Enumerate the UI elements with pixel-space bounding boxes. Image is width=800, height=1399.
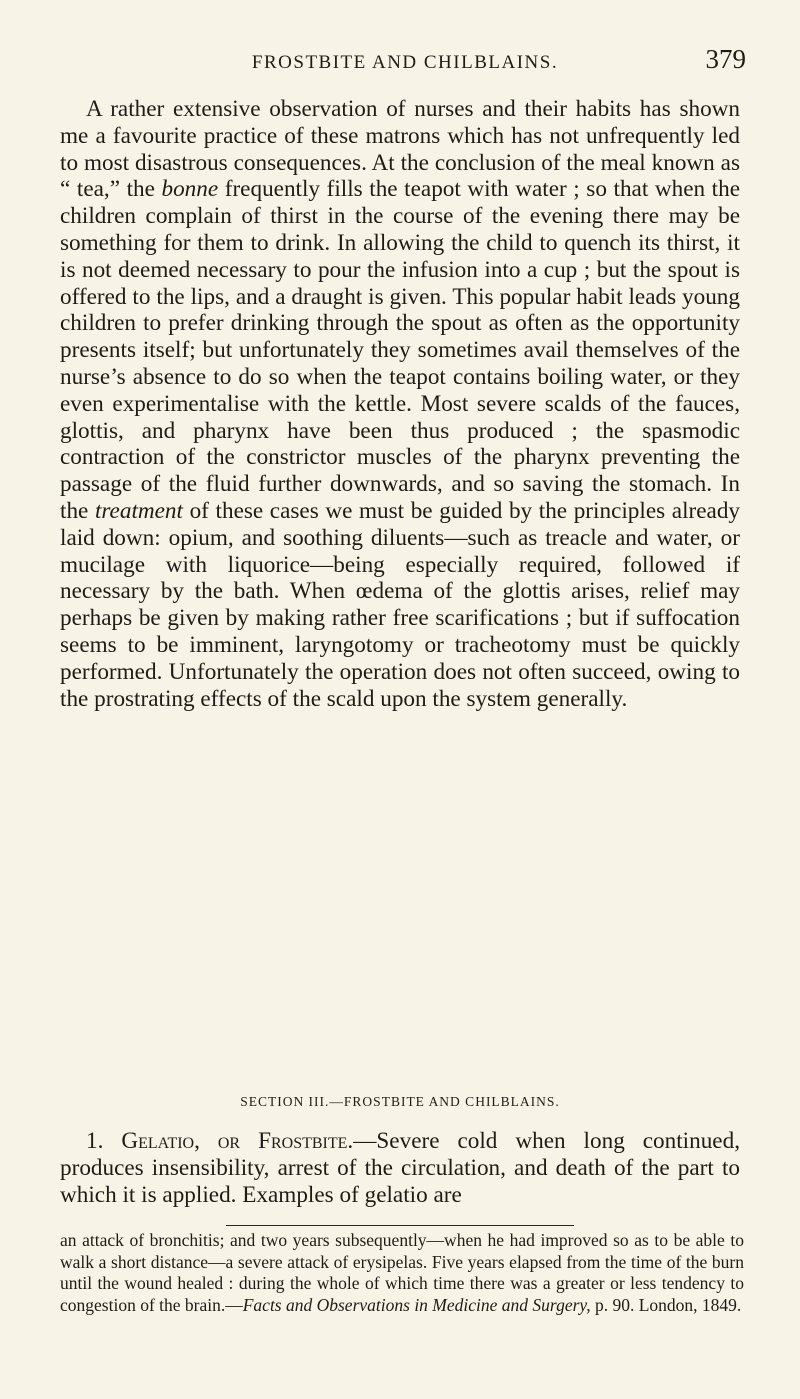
italic-term-bonne: bonne <box>161 176 219 203</box>
section-heading: SECTION III.—FROSTBITE AND CHILBLAINS. <box>240 1094 560 1109</box>
item-title: Gelatio, or Frostbite. <box>121 1128 354 1154</box>
italic-term-treatment: treatment <box>94 497 183 524</box>
footnote <box>60 1230 744 1316</box>
footnote-rule <box>226 1225 574 1226</box>
page-number: 379 <box>705 44 746 74</box>
text-run: of these cases we must be guided by the principles already laid down: opium, and soothing diluents—such as treacle and water, or mucilage with liquorice—being especially required, followed if necessary by the bath. When œdema of the glottis arises, relief may perhaps be given by making rather free scarifications ; but if suffocation seems to be imminent, laryngotomy or tracheotomy must be quickly performed. Unfortunately the operation does not often succeed, owing to the prostrating effects of the scald upon the system generally. <box>60 497 741 712</box>
item-number: 1. <box>86 1128 104 1154</box>
page-header <box>60 44 750 84</box>
item-text: —Severe cold when long continued, produces insensibility, arrest of the circulation, and death of the part to which it is applied. Examples of gelatio are <box>60 1128 740 1208</box>
body-text <box>60 96 740 712</box>
footnote-citation-title: Facts and Observations in Medicine and Surgery, <box>242 1294 591 1315</box>
paragraph-tea-scalds <box>60 96 740 712</box>
running-head: FROSTBITE AND CHILBLAINS. <box>251 52 559 73</box>
text-run: A rather extensive observation of nurses and their habits has shown me a favourite practice of these matrons which has not unfrequently led to most disastrous consequences. At the conclusion of the meal known as “ tea,” the <box>60 96 740 203</box>
text-run: frequently fills the teapot with water ; so that when the children complain of thirst in the course of the evening there may be something for them to drink. In allowing the child to quench its thirst, it is not deemed necessary to pour the infusion into a cup ; but the spout is offered to the lips, and a draught is given. This popular habit leads young children to prefer drinking through the spout as often as the opportunity presents itself; but unfortunately they sometimes avail themselves of the nurse’s absence to do so when the teapot contains boiling water, or they even experimentalise with the kettle. Most severe scalds of the fauces, glottis, and pharynx have been thus produced ; the spasmodic contraction of the constrictor muscles of the pharynx preventing the passage of the fluid further downwards, and so saving the stomach. In the <box>60 176 740 524</box>
footnote-citation-detail: p. 90. London, 1849. <box>590 1294 742 1315</box>
paragraph-gelatio <box>60 1128 740 1208</box>
footnote-text: an attack of bronchitis; and two years subsequently—when he had improved so as to be able to walk a short distance—a severe attack of erysipelas. Five years elapsed from the time of the burn until the wound healed : during the whole of which time there was a greater or less tendency to congestion of the brain.— <box>60 1230 744 1315</box>
